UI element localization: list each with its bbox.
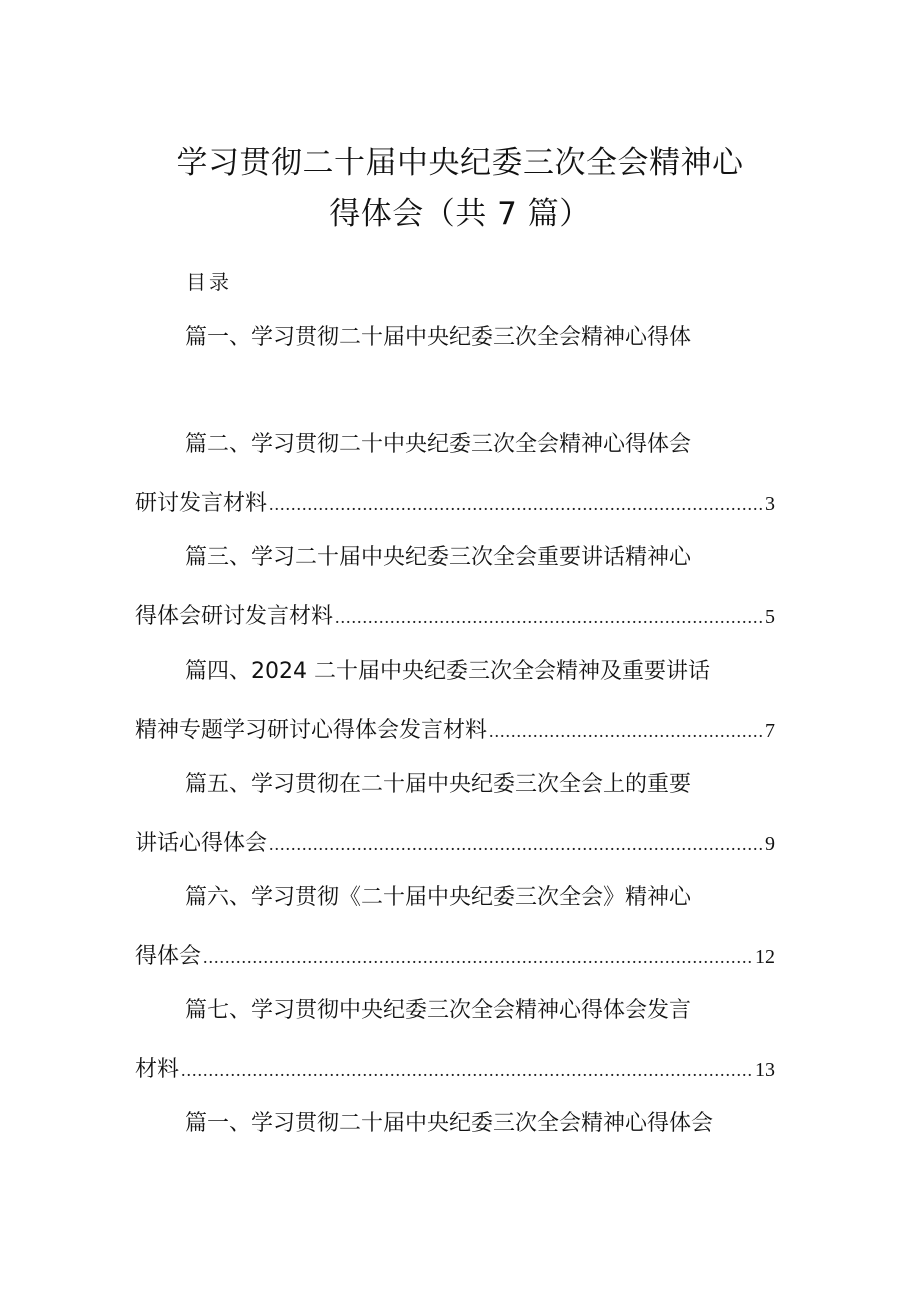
- toc-entry-5-text: 讲话心得体会: [135, 831, 268, 856]
- document-title-line-2: 得体会（共 7 篇）: [329, 196, 591, 232]
- toc-entry-3-text: 得体会研讨发言材料: [135, 604, 334, 629]
- toc-entry-7-continuation[interactable]: [135, 1052, 775, 1083]
- toc-entry-3-continuation[interactable]: [135, 599, 775, 630]
- toc-entry-6-title[interactable]: 篇六、学习贯彻《二十届中央纪委三次全会》精神心: [185, 885, 692, 910]
- toc-entry-2-continuation[interactable]: [135, 486, 775, 517]
- toc-entry-6-leader: [203, 947, 753, 968]
- toc-entry-2-title[interactable]: 篇二、学习贯彻二十中央纪委三次全会精神心得体会: [185, 432, 692, 457]
- toc-entry-2-page-number: 3: [765, 493, 775, 515]
- toc-entry-3-page-number: 5: [765, 606, 775, 628]
- toc-entry-7-title[interactable]: 篇七、学习贯彻中央纪委三次全会精神心得体会发言: [185, 998, 692, 1023]
- toc-entry-5-page-number: 9: [765, 833, 775, 855]
- toc-entry-4-leader: [489, 721, 763, 742]
- toc-entry-5-continuation[interactable]: [135, 826, 775, 857]
- toc-entry-6-continuation[interactable]: [135, 939, 775, 970]
- toc-entry-5-leader: [269, 834, 763, 855]
- toc-entry-3-leader: [335, 607, 763, 628]
- toc-heading: 目录: [186, 270, 232, 294]
- toc-entry-6-page-number: 12: [755, 946, 775, 968]
- toc-entry-2-text: 研讨发言材料: [135, 491, 268, 516]
- toc-entry-7-leader: [181, 1060, 753, 1081]
- toc-entry-1-title[interactable]: 篇一、学习贯彻二十届中央纪委三次全会精神心得体: [185, 325, 692, 350]
- toc-entry-7-text: 材料: [135, 1057, 180, 1082]
- toc-entry-6-text: 得体会: [135, 944, 202, 969]
- toc-entry-4-continuation[interactable]: [135, 713, 775, 744]
- section-1-heading: 篇一、学习贯彻二十届中央纪委三次全会精神心得体会: [185, 1111, 714, 1136]
- toc-entry-2-leader: [269, 494, 763, 515]
- toc-entry-7-page-number: 13: [755, 1059, 775, 1081]
- toc-entry-4-page-number: 7: [765, 720, 775, 742]
- toc-entry-3-title[interactable]: 篇三、学习二十届中央纪委三次全会重要讲话精神心: [185, 545, 692, 570]
- toc-entry-5-title[interactable]: 篇五、学习贯彻在二十届中央纪委三次全会上的重要: [185, 772, 692, 797]
- toc-entry-4-title[interactable]: 篇四、2024 二十届中央纪委三次全会精神及重要讲话: [185, 659, 710, 684]
- toc-entry-4-text: 精神专题学习研讨心得体会发言材料: [135, 718, 488, 743]
- document-title-line-1: 学习贯彻二十届中央纪委三次全会精神心: [176, 145, 744, 181]
